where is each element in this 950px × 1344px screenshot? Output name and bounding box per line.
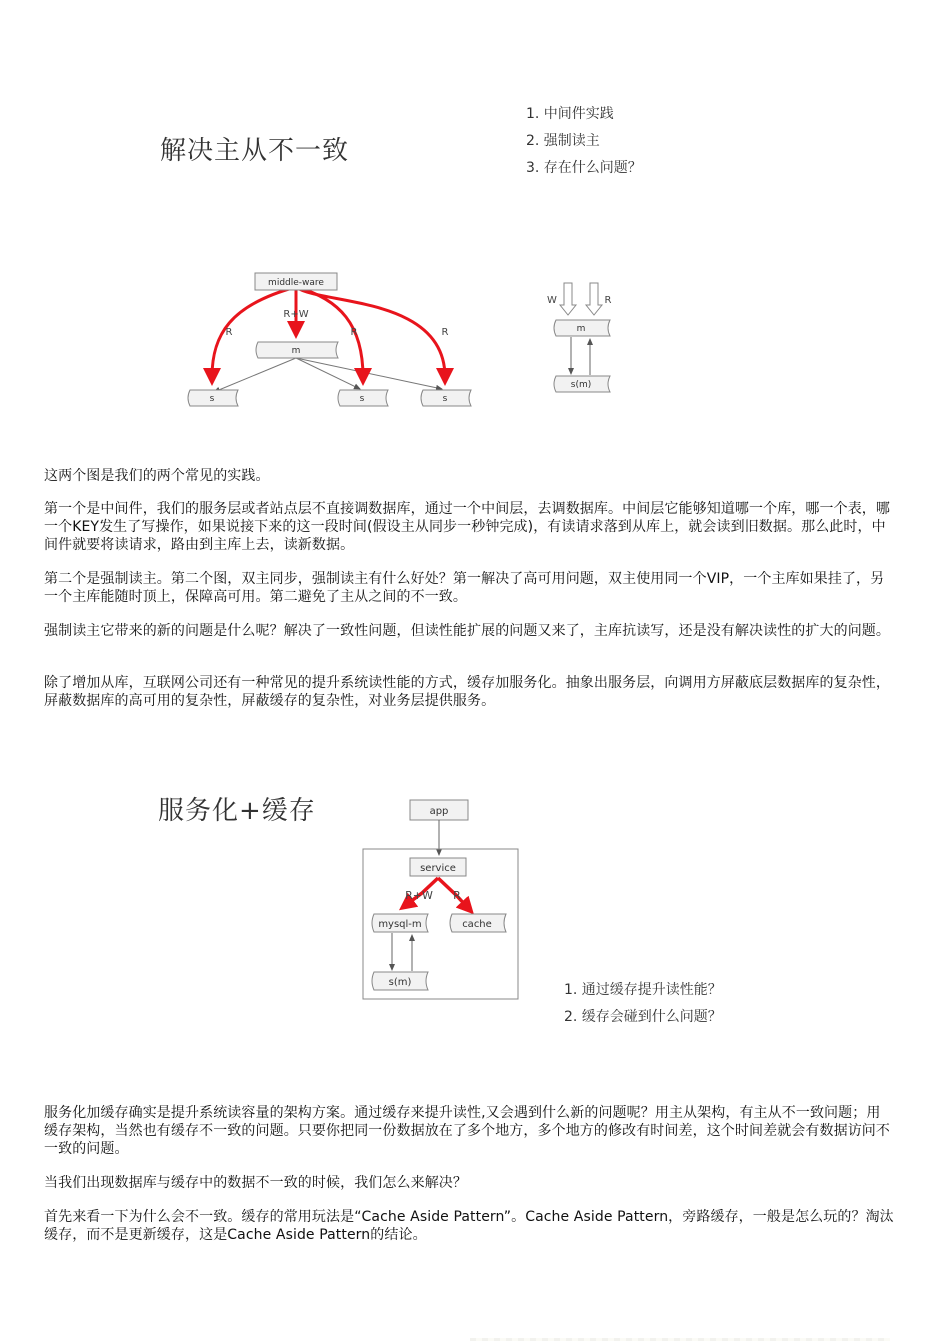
mysql-master-label: mysql-m (378, 919, 422, 930)
read-arrow (296, 287, 445, 377)
sync-line (296, 358, 442, 389)
read-arrow-icon (586, 283, 602, 315)
slide1-list-item: 2. 强制读主 (526, 133, 600, 149)
slave-label: s (359, 394, 365, 404)
slave-master-label: s(m) (570, 380, 592, 390)
master-label: m (291, 346, 301, 356)
paragraph: 这两个图是我们的两个常见的实践。 (44, 468, 270, 484)
slide2-list-item: 1. 通过缓存提升读性能？ (564, 982, 722, 998)
r-label: R (225, 327, 233, 338)
service-label: service (420, 863, 456, 874)
force-read-master-diagram (530, 275, 630, 405)
r-label: R (453, 889, 461, 902)
slide1-question-list (526, 101, 642, 182)
rw-label: R+W (405, 889, 433, 902)
sync-line (296, 358, 360, 389)
paragraph: 除了增加从库，互联网公司还有一种常见的提升系统读性能的方式，缓存加服务化。抽象出服务层，向调用方屏蔽底层数据库的复杂性，屏蔽数据库的高可用的复杂性，屏蔽缓存的复杂性，对业务层提供服务。 (44, 675, 890, 709)
paragraph: 强制读主它带来的新的问题是什么呢？解决了一致性问题，但读性能扩展的问题又来了，主库抗读写，还是没有解决读性的扩大的问题。 (44, 623, 890, 639)
cache-label: cache (462, 919, 492, 930)
r-label: R (350, 327, 358, 338)
sync-line (214, 358, 296, 392)
middleware-diagram (180, 265, 500, 415)
service-cache-diagram (360, 795, 522, 1005)
w-label: W (547, 295, 557, 306)
paragraph: 第二个是强制读主。第二个图，双主同步，强制读主有什么好处？第一解决了高可用问题，双主使用同一个VIP，一个主库如果挂了，另一个主库能随时顶上，保障高可用。第二避免了主从之间的不一致。 (44, 571, 885, 605)
app-label: app (429, 806, 449, 817)
middleware-label: middle-ware (268, 278, 324, 288)
slide1-list-item: 3. 存在什么问题？ (526, 160, 642, 176)
slide2-question-list (564, 977, 722, 1031)
r-label: R (604, 295, 612, 306)
slide1-list-item: 1. 中间件实践 (526, 106, 614, 122)
paragraph: 服务化加缓存确实是提升系统读容量的架构方案。通过缓存来提升读性,又会遇到什么新的问题呢？用主从架构，有主从不一致问题；用缓存架构，当然也有缓存不一致的问题。只要你把同一份数据放在了多个地方，多个地方的修改有时间差，这个时间差就会有数据访问不一致的问题。 (44, 1105, 890, 1157)
slide2-title: 服务化+缓存 (158, 796, 316, 826)
slave-master-label: s(m) (388, 977, 412, 988)
slide1-title: 解决主从不一致 (160, 136, 350, 166)
paragraph: 首先来看一下为什么会不一致。缓存的常用玩法是“Cache Aside Pattern”。Cache Aside Pattern，旁路缓存，一般是怎么玩的？淘汰缓存，而不是更新缓存，这是Cache Aside Pattern的结论。 (44, 1209, 894, 1243)
write-arrow-icon (560, 283, 576, 315)
paragraph: 当我们出现数据库与缓存中的数据不一致的时候，我们怎么来解决？ (44, 1175, 467, 1191)
page-bottom-strip (470, 1338, 890, 1341)
paragraph: 第一个是中间件，我们的服务层或者站点层不直接调数据库，通过一个中间层，去调数据库。中间层它能够知道哪一个库，哪一个表，哪一个KEY发生了写操作，如果说接下来的这一段时间(假设主从同步一秒钟完成)，有读请求落到从库上，就会读到旧数据。那么此时，中间件就要将读请求，路由到主库上去，读新数据。 (44, 501, 890, 553)
slave-label: s (209, 394, 215, 404)
master-label: m (576, 324, 586, 334)
r-label: R (441, 327, 449, 338)
rw-label: R+W (283, 309, 309, 320)
slide2-list-item: 2. 缓存会碰到什么问题？ (564, 1009, 722, 1025)
slave-label: s (442, 394, 448, 404)
